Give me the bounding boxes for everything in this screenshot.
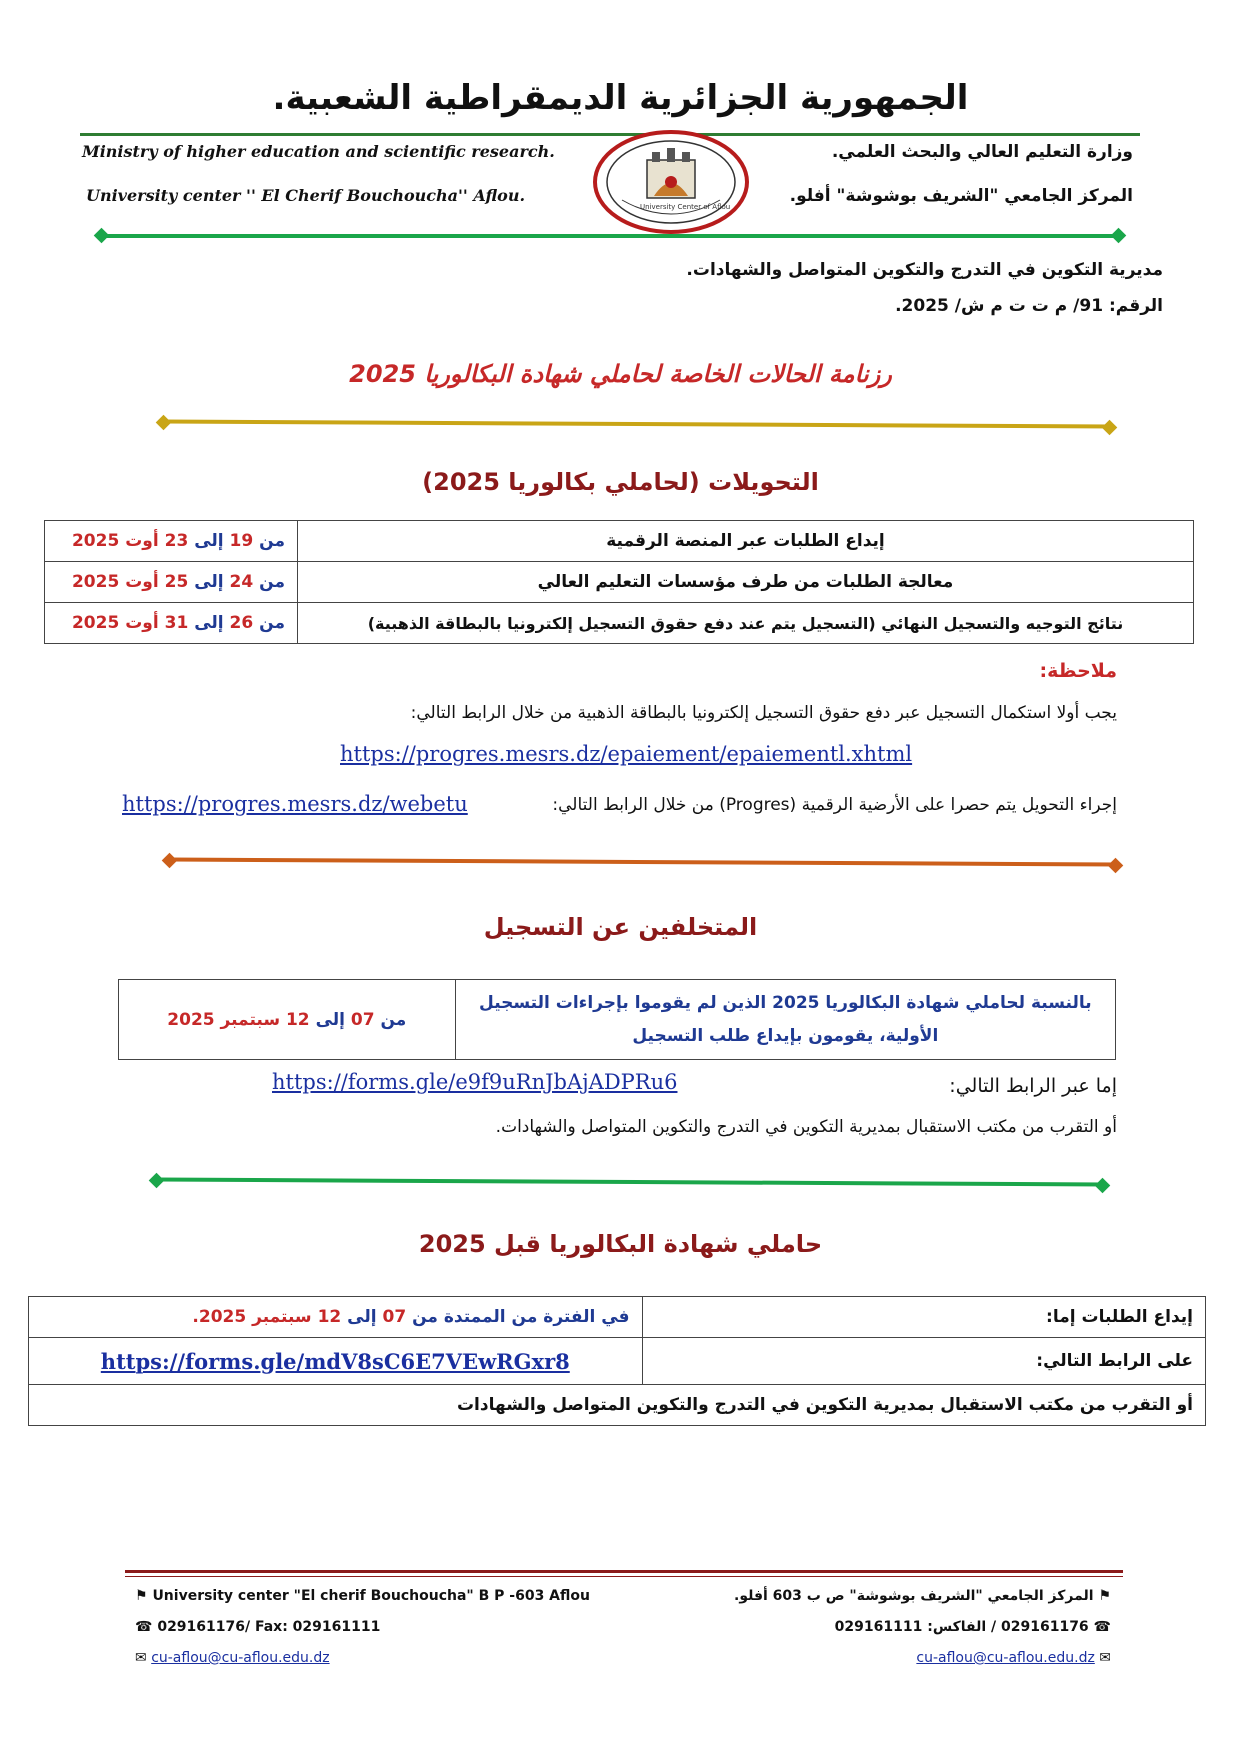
note-label: ملاحظة:: [1039, 660, 1117, 682]
late-form-link[interactable]: https://forms.gle/e9f9uRnJbAjADPRu6: [272, 1070, 678, 1094]
footer-phone-ar: ☎ 029161176 / الفاكس: 029161111: [834, 1619, 1111, 1635]
row-dates: من 24 إلى 25 أوت 2025: [45, 562, 298, 603]
row-label: نتائج التوجيه والتسجيل النهائي (التسجيل يتم عند دفع حقوق التسجيل إلكترونيا بالبطاقة الذهبية): [297, 603, 1193, 644]
row-label: إيداع الطلبات عبر المنصة الرقمية: [297, 521, 1193, 562]
before-form-link[interactable]: https://forms.gle/mdV8sC6E7VEwRGxr8: [100, 1348, 570, 1374]
divider-diamond: [1095, 1178, 1111, 1194]
orange-divider: [170, 858, 1118, 867]
table-row: [45, 603, 1194, 644]
late-cell: بالنسبة لحاملي شهادة البكالوريا 2025 الذين لم يقوموا بإجراءات التسجيل الأولية، يقومون بإيداع طلب التسجيل: [455, 980, 1115, 1060]
logo-caption: University Center of Aflou: [640, 203, 731, 211]
divider-diamond: [149, 1173, 165, 1189]
mail-icon: ✉: [135, 1650, 147, 1666]
transfer-text: إجراء التحويل يتم حصرا على الأرضية الرقمية (Progres) من خلال الرابط التالي:: [552, 795, 1117, 815]
divider-diamond: [156, 415, 172, 431]
either-text: إما عبر الرابط التالي:: [949, 1075, 1117, 1097]
late-table: [118, 979, 1116, 1060]
table-row: [29, 1338, 1206, 1385]
university-ar: المركز الجامعي "الشريف بوشوشة" أفلو.: [789, 186, 1133, 206]
reference-number: الرقم: 91/ م ت ت م ش/ 2025.: [895, 296, 1163, 316]
building-icon: ⚑: [1098, 1588, 1111, 1604]
row-label: إيداع الطلبات إما:: [642, 1297, 1205, 1338]
main-title: رزنامة الحالات الخاصة لحاملي شهادة البكالوريا 2025: [349, 360, 892, 388]
university-en: University center '' El Cherif Bouchoucha'' Aflou.: [86, 186, 526, 205]
mail-icon: ✉: [1099, 1650, 1111, 1666]
divider-diamond: [162, 853, 178, 869]
table-row: [45, 562, 1194, 603]
row-dates: من 19 إلى 23 أوت 2025: [45, 521, 298, 562]
before-table: [28, 1296, 1206, 1426]
table-row: [29, 1385, 1206, 1426]
directorate: مديرية التكوين في التدرج والتكوين المتواصل والشهادات.: [686, 260, 1163, 280]
payment-link[interactable]: https://progres.mesrs.dz/epaiement/epaiementl.xhtml: [340, 742, 913, 766]
phone-icon: ☎: [135, 1619, 153, 1635]
row-full: أو التقرب من مكتب الاستقبال بمديرية التكوين في التدرج والتكوين المتواصل والشهادات: [29, 1385, 1206, 1426]
note-text: يجب أولا استكمال التسجيل عبر دفع حقوق التسجيل إلكترونيا بالبطاقة الذهبية من خلال الرابط التالي:: [410, 703, 1117, 723]
divider-diamond: [1102, 420, 1118, 436]
republic-title: الجمهورية الجزائرية الديمقراطية الشعبية.: [272, 78, 969, 118]
divider-diamond: [1108, 858, 1124, 874]
row-label: على الرابط التالي:: [642, 1338, 1205, 1385]
green-divider: [157, 1178, 1105, 1187]
row-dates: من 26 إلى 31 أوت 2025: [45, 603, 298, 644]
late-dates: من 07 إلى 12 سبتمبر 2025: [119, 980, 456, 1060]
footer-address-en: ⚑ University center "El cherif Bouchoucha" B P -603 Aflou: [135, 1588, 590, 1604]
table-row: [45, 521, 1194, 562]
divider-diamond: [1111, 228, 1127, 244]
or-text: أو التقرب من مكتب الاستقبال بمديرية التكوين في التدرج والتكوين المتواصل والشهادات.: [495, 1117, 1117, 1137]
divider-diamond: [94, 228, 110, 244]
row-dates: في الفترة من الممتدة من 07 إلى 12 سبتمبر 2025.: [29, 1297, 643, 1338]
footer-phone-en: ☎ 029161176/ Fax: 029161111: [135, 1619, 381, 1635]
webetu-link[interactable]: https://progres.mesrs.dz/webetu: [122, 792, 468, 816]
transfers-table: [44, 520, 1194, 644]
footer-rule-thin: [125, 1576, 1123, 1577]
building-icon: ⚑: [135, 1588, 148, 1604]
table-row: [119, 980, 1116, 1060]
footer-email-en: ✉ cu-aflou@cu-aflou.edu.dz: [135, 1650, 330, 1666]
footer-address-ar: ⚑ المركز الجامعي "الشريف بوشوشة" ص ب 603 أفلو.: [734, 1588, 1111, 1604]
transfers-title: التحويلات (لحاملي بكالوريا 2025): [422, 468, 819, 496]
ministry-en: Ministry of higher education and scientific research.: [82, 142, 555, 161]
university-logo: [592, 130, 750, 235]
footer-email-ar: cu-aflou@cu-aflou.edu.dz ✉: [916, 1650, 1111, 1666]
table-row: [29, 1297, 1206, 1338]
footer-rule: [125, 1570, 1123, 1573]
phone-icon: ☎: [1093, 1619, 1111, 1635]
late-title: المتخلفين عن التسجيل: [483, 913, 758, 941]
ministry-ar: وزارة التعليم العالي والبحث العلمي.: [831, 142, 1133, 162]
row-link-cell: [29, 1338, 643, 1385]
row-label: معالجة الطلبات من طرف مؤسسات التعليم العالي: [297, 562, 1193, 603]
before-title: حاملي شهادة البكالوريا قبل 2025: [418, 1230, 823, 1258]
gold-divider: [164, 420, 1112, 429]
header-divider: [100, 234, 1120, 238]
